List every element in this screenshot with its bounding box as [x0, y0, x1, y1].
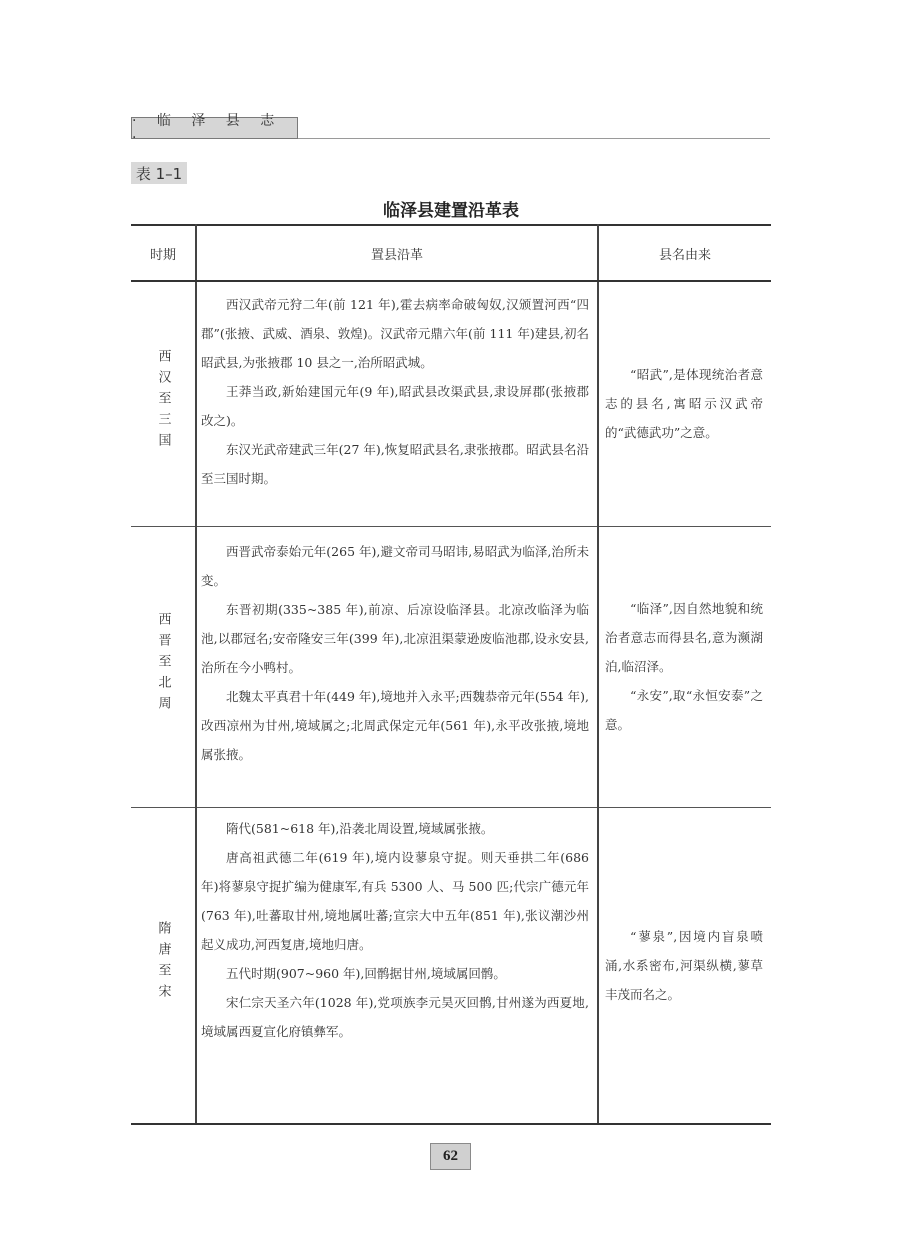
- name-origin-cell: [598, 526, 771, 807]
- history-paragraph: 宋仁宗天圣六年(1028 年),党项族李元昊灭回鹘,甘州遂为西夏地,境域属西夏宣化府镇彝军。: [201, 994, 589, 1039]
- table-header-row: [131, 225, 771, 281]
- table-title: 临泽县建置沿革表: [383, 201, 519, 221]
- history-paragraph: 北魏太平真君十年(449 年),境地并入永平;西魏恭帝元年(554 年),改西凉州为甘州,境域属之;北周武保定元年(561 年),永平改张掖,境地属张掖。: [201, 688, 589, 762]
- evolution-table: [131, 224, 771, 1125]
- history-paragraph: 东汉光武帝建武三年(27 年),恢复昭武县名,隶张掖郡。昭武县名沿至三国时期。: [201, 442, 589, 486]
- page-number: 62: [430, 1143, 471, 1170]
- table-row: [131, 526, 771, 807]
- name-origin-paragraph: “蓼泉”,因境内盲泉喷涌,水系密布,河渠纵横,蓼草丰茂而名之。: [605, 928, 763, 1002]
- header-history: 置县沿革: [196, 225, 598, 281]
- name-origin-cell: [598, 807, 771, 1124]
- history-cell: [196, 807, 598, 1124]
- table-row: [131, 807, 771, 1124]
- history-cell: [196, 281, 598, 526]
- history-paragraph: 唐高祖武德二年(619 年),境内设蓼泉守捉。则天垂拱二年(686 年)将蓼泉守捉扩编为健康军,有兵 5300 人、马 500 匹;代宗广德元年(763 年),吐蕃取甘州,境地属吐蕃;宣宗大中五年(851 年),张议潮沙州起义成功,河西复唐,境地归唐。: [201, 849, 589, 952]
- header-rule: [298, 138, 770, 139]
- period-label: 西汉至三国: [155, 349, 171, 455]
- name-origin-paragraph: “昭武”,是体现统治者意志的县名,寓昭示汉武帝的“武德武功”之意。: [605, 367, 763, 441]
- name-origin-paragraph: “永安”,取“永恒安泰”之意。: [605, 688, 763, 732]
- name-origin-cell: [598, 281, 771, 526]
- table-number-label: 表 1–1: [131, 162, 187, 184]
- period-label: 西晋至北周: [155, 612, 171, 717]
- period-cell: [131, 807, 196, 1124]
- book-title-banner: [131, 113, 298, 146]
- period-cell: [131, 526, 196, 807]
- history-paragraph: 西汉武帝元狩二年(前 121 年),霍去病率命破匈奴,汉颁置河西“四郡”(张掖、武威、酒泉、敦煌)。汉武帝元鼎六年(前 111 年)建县,初名昭武县,为张掖郡 10 县之一,治所昭武城。: [201, 297, 589, 370]
- history-paragraph: 隋代(581~618 年),沿袭北周设置,境域属张掖。: [226, 820, 494, 836]
- period-cell: [131, 281, 196, 526]
- history-paragraph: 王莽当政,新始建国元年(9 年),昭武县改渠武县,隶设屏郡(张掖郡改之)。: [201, 384, 589, 428]
- header-period: 时期: [131, 225, 196, 281]
- history-paragraph: 东晋初期(335~385 年),前凉、后凉设临泽县。北凉改临泽为临池,以郡冠名;安帝隆安三年(399 年),北凉沮渠蒙逊废临池郡,设永安县,治所在今小鸭村。: [201, 601, 589, 675]
- table-row: [131, 281, 771, 526]
- name-origin-paragraph: “临泽”,因自然地貌和统治者意志而得县名,意为濒湖泊,临沼泽。: [605, 601, 763, 674]
- history-paragraph: 西晋武帝泰始元年(265 年),避文帝司马昭讳,易昭武为临泽,治所未变。: [201, 543, 589, 588]
- header-name-origin: 县名由来: [598, 225, 771, 281]
- book-title: · 临 泽 县 志 ·: [132, 113, 283, 146]
- period-label: 隋唐至宋: [155, 921, 171, 1006]
- history-cell: [196, 526, 598, 807]
- history-paragraph: 五代时期(907~960 年),回鹘据甘州,境域属回鹘。: [226, 965, 506, 981]
